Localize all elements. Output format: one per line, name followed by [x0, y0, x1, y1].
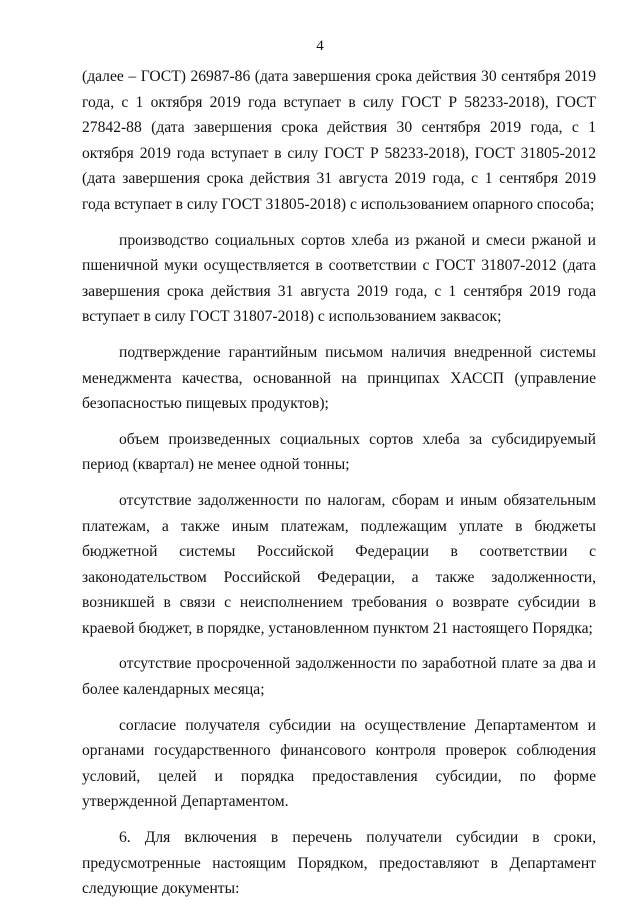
- paragraph-rye-bread-production: производство социальных сортов хлеба из ржаной и смеси ржаной и пшеничной муки осуществляется в соответствии с ГОСТ 31807-2012 (дата завершения срока действия 31 августа 2019 года, с 1 сентября 2019 года вступает в силу ГОСТ 31807-2018) с использованием заквасок;: [82, 231, 596, 326]
- paragraph-production-volume: объем произведенных социальных сортов хлеба за субсидируемый период (квартал) не менее одной тонны;: [82, 430, 596, 474]
- page-number: 4: [316, 38, 324, 54]
- paragraph-no-wage-arrears: отсутствие просроченной задолженности по заработной плате за два и более календарных месяца;: [82, 655, 596, 699]
- paragraph-no-tax-debt: отсутствие задолженности по налогам, сборам и иным обязательным платежам, а также иным платежам, подлежащим уплате в бюджеты бюджетной системы Российской Федерации в соответствии с законодательством Российской Федерации, а также задолженности, возникшей в связи с неисполнением требования о возврате субсидии в краевой бюджет, в порядке, установленном пунктом 21 настоящего Порядка;: [82, 491, 596, 637]
- paragraph-haccp-confirmation: подтверждение гарантийным письмом наличия внедренной системы менеджмента качества, основанной на принципах ХАССП (управление безопасностью пищевых продуктов);: [82, 343, 596, 413]
- paragraph-gost-continuation: (далее – ГОСТ) 26987-86 (дата завершения срока действия 30 сентября 2019 года, с 1 октября 2019 года вступает в силу ГОСТ Р 58233-2018), ГОСТ 27842-88 (дата завершения срока действия 30 сентября 2019 года, с 1 октября 2019 года вступает в силу ГОСТ Р 58233-2018), ГОСТ 31805-2012 (дата завершения срока действия 31 августа 2019 года, с 1 сентября 2019 года вступает в силу ГОСТ 31805-2018) с использованием опарного способа;: [82, 68, 596, 213]
- paragraph-consent-to-audit: согласие получателя субсидии на осуществление Департаментом и органами государственного финансового контроля проверок соблюдения условий, целей и порядка предоставления субсидии, по форме утвержденной Департаментом.: [82, 716, 596, 811]
- document-body: [82, 64, 596, 912]
- paragraph-item-6-documents: 6. Для включения в перечень получатели субсидии в сроки, предусмотренные настоящим Порядком, предоставляют в Департамент следующие документы:: [82, 829, 596, 898]
